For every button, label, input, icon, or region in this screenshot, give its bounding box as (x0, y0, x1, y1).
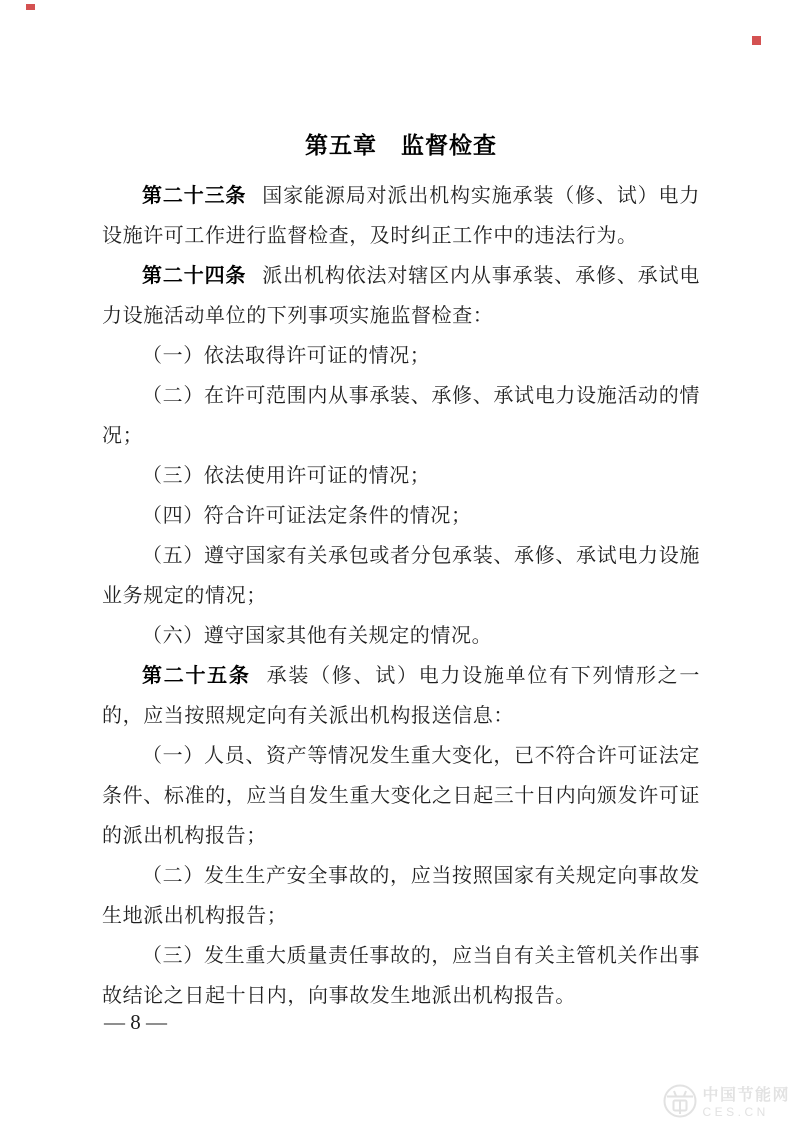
paragraph-text: （一）人员、资产等情况发生重大变化，已不符合许可证法定条件、标准的，应当自发生重大变化之日起三十日内向颁发许可证的派出机构报告； (102, 745, 700, 847)
chapter-title: 第五章 监督检查 (305, 133, 497, 158)
paragraph (102, 856, 700, 936)
paragraph-text: （三）依法使用许可证的情况； (142, 465, 431, 487)
watermark-site-name: 中国节能网 (702, 1087, 790, 1105)
paragraph (102, 496, 700, 536)
paragraph-text: （二）在许可范围内从事承装、承修、承试电力设施活动的情况； (102, 385, 700, 447)
article-number: 第二十四条 (142, 265, 247, 287)
watermark (663, 1084, 790, 1123)
document-page (102, 130, 700, 1016)
paragraph (102, 336, 700, 376)
article-number: 第二十三条 (142, 185, 247, 207)
paragraph-list (102, 176, 700, 1016)
paragraph (102, 536, 700, 616)
paragraph-text: （五）遵守国家有关承包或者分包承装、承修、承试电力设施业务规定的情况； (102, 545, 700, 607)
paragraph-text: （四）符合许可证法定条件的情况； (142, 505, 472, 527)
paragraph (102, 936, 700, 1016)
paragraph (102, 456, 700, 496)
paragraph-text: （二）发生生产安全事故的，应当按照国家有关规定向事故发生地派出机构报告； (102, 865, 700, 927)
page-number: — 8 — (104, 1010, 167, 1034)
scan-artifact-red-mark-top-right (752, 36, 761, 45)
paragraph (102, 736, 700, 856)
ces-logo-icon (663, 1084, 697, 1123)
article-number: 第二十五条 (142, 665, 251, 687)
paragraph-text: （一）依法取得许可证的情况； (142, 345, 431, 367)
paragraph-text: 派出机构依法对辖区内从事承装、承修、承试电力设施活动单位的下列事项实施监督检查： (102, 265, 700, 327)
paragraph-text: 国家能源局对派出机构实施承装（修、试）电力设施许可工作进行监督检查，及时纠正工作中的违法行为。 (102, 185, 700, 247)
paragraph-text: 承装（修、试）电力设施单位有下列情形之一的，应当按照规定向有关派出机构报送信息： (102, 665, 700, 727)
paragraph-text: （三）发生重大质量责任事故的，应当自有关主管机关作出事故结论之日起十日内，向事故发生地派出机构报告。 (102, 945, 700, 1007)
paragraph (102, 176, 700, 256)
paragraph-text: （六）遵守国家其他有关规定的情况。 (142, 625, 493, 647)
paragraph (102, 256, 700, 336)
paragraph (102, 616, 700, 656)
watermark-site-url: CES.CN (702, 1104, 769, 1119)
paragraph (102, 376, 700, 456)
scan-artifact-red-mark-top-left (26, 4, 35, 10)
paragraph (102, 656, 700, 736)
